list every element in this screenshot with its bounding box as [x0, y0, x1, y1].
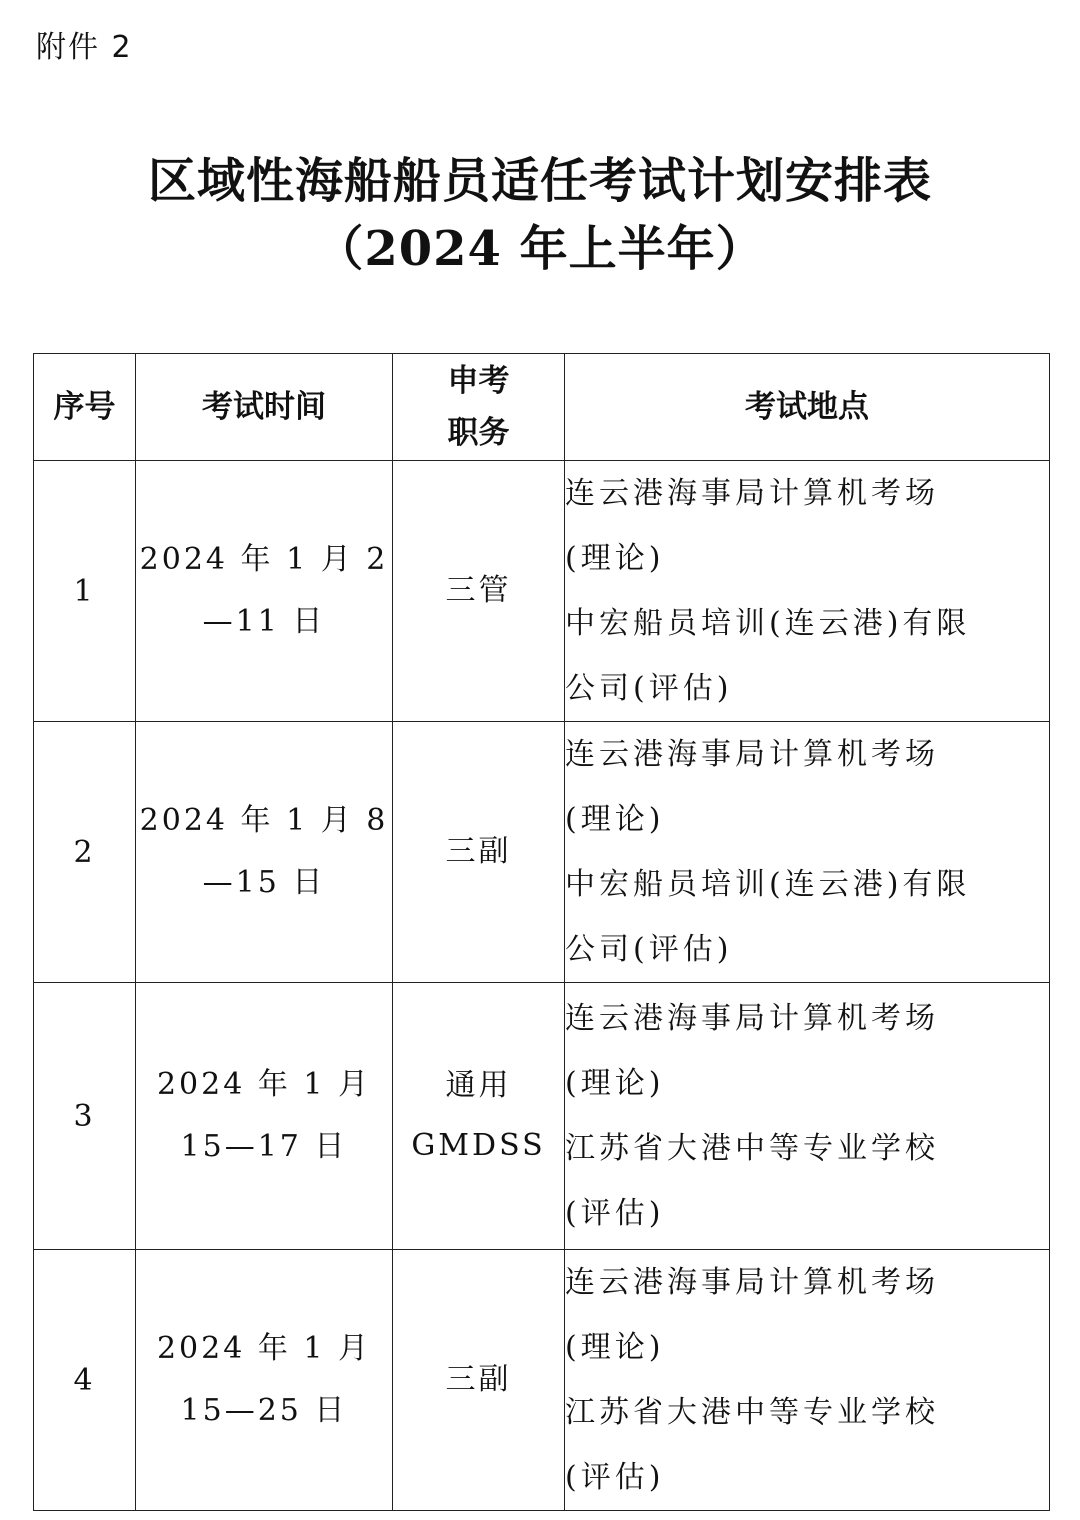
post-line: 通用 [445, 1068, 512, 1103]
document-title: 区域性海船船员适任考试计划安排表 [147, 153, 932, 209]
document-subtitle: （2024 年上半年） [315, 221, 765, 277]
row-index: 2 [34, 722, 136, 983]
row-location [565, 722, 1050, 983]
table-header-row [34, 354, 1050, 461]
row-post [393, 1250, 565, 1511]
post-line: 三副 [445, 1362, 512, 1397]
location-line: 中宏船员培训(连云港)有限 [565, 867, 971, 902]
post-line: 三管 [445, 573, 512, 608]
row-exam-time [136, 722, 393, 983]
date-line: 15—25 日 [180, 1393, 348, 1428]
location-line: 中宏船员培训(连云港)有限 [565, 606, 971, 641]
location-line: (评估) [565, 1196, 665, 1231]
location-line: 公司(评估) [565, 671, 733, 706]
row-exam-time [136, 461, 393, 722]
row-location [565, 461, 1050, 722]
header-exam-time: 考试时间 [136, 354, 393, 461]
date-line: 2024 年 1 月 2 [139, 542, 389, 577]
row-post [393, 722, 565, 983]
table-row [34, 1250, 1050, 1511]
location-line: 连云港海事局计算机考场 [565, 737, 939, 772]
table-row [34, 983, 1050, 1250]
location-line: 连云港海事局计算机考场 [565, 476, 939, 511]
location-line: (理论) [565, 802, 665, 837]
row-post [393, 461, 565, 722]
location-line: 公司(评估) [565, 932, 733, 967]
table-row [34, 722, 1050, 983]
row-location [565, 1250, 1050, 1511]
location-line: (理论) [565, 541, 665, 576]
location-line: (理论) [565, 1330, 665, 1365]
row-index: 3 [34, 983, 136, 1250]
header-post-line1: 申考 [447, 363, 510, 399]
header-post-line2: 职务 [447, 415, 510, 451]
row-exam-time [136, 983, 393, 1250]
post-line: GMDSS [411, 1128, 546, 1163]
post-line: 三副 [445, 834, 512, 869]
row-index: 4 [34, 1250, 136, 1511]
date-line: 15—17 日 [180, 1129, 348, 1164]
location-line: 江苏省大港中等专业学校 [565, 1395, 939, 1430]
location-line: (评估) [565, 1460, 665, 1495]
date-line: 2024 年 1 月 [156, 1067, 372, 1102]
table-row [34, 461, 1050, 722]
row-exam-time [136, 1250, 393, 1511]
header-location: 考试地点 [565, 354, 1050, 461]
location-line: 连云港海事局计算机考场 [565, 1001, 939, 1036]
row-post [393, 983, 565, 1250]
attachment-label: 附件 2 [36, 30, 133, 65]
location-line: 连云港海事局计算机考场 [565, 1265, 939, 1300]
schedule-table [33, 353, 1050, 1511]
header-index: 序号 [34, 354, 136, 461]
row-index: 1 [34, 461, 136, 722]
date-line: —15 日 [202, 865, 326, 900]
location-line: 江苏省大港中等专业学校 [565, 1131, 939, 1166]
date-line: 2024 年 1 月 8 [139, 803, 389, 838]
date-line: —11 日 [202, 604, 326, 639]
date-line: 2024 年 1 月 [156, 1331, 372, 1366]
location-line: (理论) [565, 1066, 665, 1101]
header-post [393, 354, 565, 461]
row-location [565, 983, 1050, 1250]
